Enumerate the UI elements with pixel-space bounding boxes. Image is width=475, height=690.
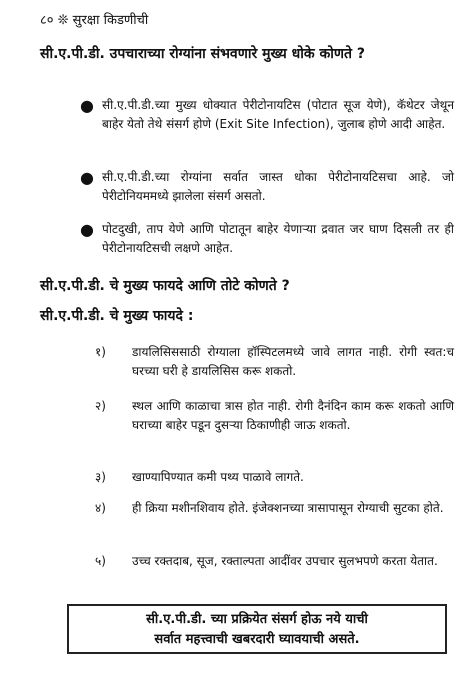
item-text: स्थल आणि काळाचा त्रास होत नाही. रोगी दैनंदिन काम करू शकतो आणि घराच्या बाहेर पडून दुसऱ्या ठिकाणीही जाऊ शकतो. xyxy=(132,399,454,432)
bullet-icon: ● xyxy=(80,220,94,239)
bullet-item xyxy=(80,168,454,206)
bullet-text: पोटदुखी, ताप येणे आणि पोटातून बाहेर येणाऱ्या द्रवात जर घाण दिसली तर ही पेरीटोनायटिसची लक्षणे आहेत. xyxy=(102,222,454,255)
bullet-icon: ● xyxy=(80,96,94,115)
numbered-item xyxy=(95,397,454,435)
item-number: ५) xyxy=(95,554,106,568)
item-text: डायलिसिससाठी रोग्याला हॉस्पिटलमध्ये जावे लागत नाही. रोगी स्वत:च घरच्या घरी हे डायलिसिस करू शकतो. xyxy=(132,345,454,378)
notice-box xyxy=(67,604,447,654)
bullet-item xyxy=(80,96,454,134)
item-number: ३) xyxy=(95,470,106,484)
item-text: ही क्रिया मशीनशिवाय होते. इंजेक्शनच्या त्रासापासून रोग्याची सुटका होते. xyxy=(132,501,444,515)
notice-line-1: सी.ए.पी.डी. च्या प्रक्रियेत संसर्ग होऊ नये याची xyxy=(146,612,368,627)
numbered-item xyxy=(95,343,454,381)
bullet-text: सी.ए.पी.डी.च्या रोग्यांना सर्वात जास्त धोका पेरीटोनायटिसचा आहे. जो पेरीटोनियममध्ये झालेला संसर्ग असतो. xyxy=(102,170,454,203)
item-number: २) xyxy=(95,399,106,413)
item-number: ४) xyxy=(95,501,106,515)
numbered-item xyxy=(95,499,454,518)
page-header: ८० ❊ सुरक्षा किडणीची xyxy=(40,13,149,28)
heading-main-risks: सी.ए.पी.डी. उपचाराच्या रोग्यांना संभवणारे मुख्य धोके कोणते ? xyxy=(40,46,365,62)
notice-line-2: सर्वात महत्त्वाची खबरदारी घ्यावयाची असते. xyxy=(154,632,360,647)
item-number: १) xyxy=(95,345,106,359)
heading-pros-cons: सी.ए.पी.डी. चे मुख्य फायदे आणि तोटे कोणते ? xyxy=(40,278,290,294)
bullet-text: सी.ए.पी.डी.च्या मुख्य धोक्यात पेरीटोनायटिस (पोटात सूज येणे), कॅथेटर जेथून बाहेर येतो तेथे संसर्ग होणे (Exit Site Infection), जुलाब होणे आदी आहेत. xyxy=(102,98,454,131)
numbered-item xyxy=(95,552,454,571)
bullet-item xyxy=(80,220,454,258)
subheading-benefits: सी.ए.पी.डी. चे मुख्य फायदे : xyxy=(40,308,194,324)
item-text: उच्च रक्तदाब, सूज, रक्ताल्पता आदींवर उपचार सुलभपणे करता येतात. xyxy=(132,554,438,568)
numbered-item xyxy=(95,468,454,487)
item-text: खाण्यापिण्यात कमी पथ्य पाळावे लागते. xyxy=(132,470,304,484)
bullet-icon: ● xyxy=(80,168,94,187)
